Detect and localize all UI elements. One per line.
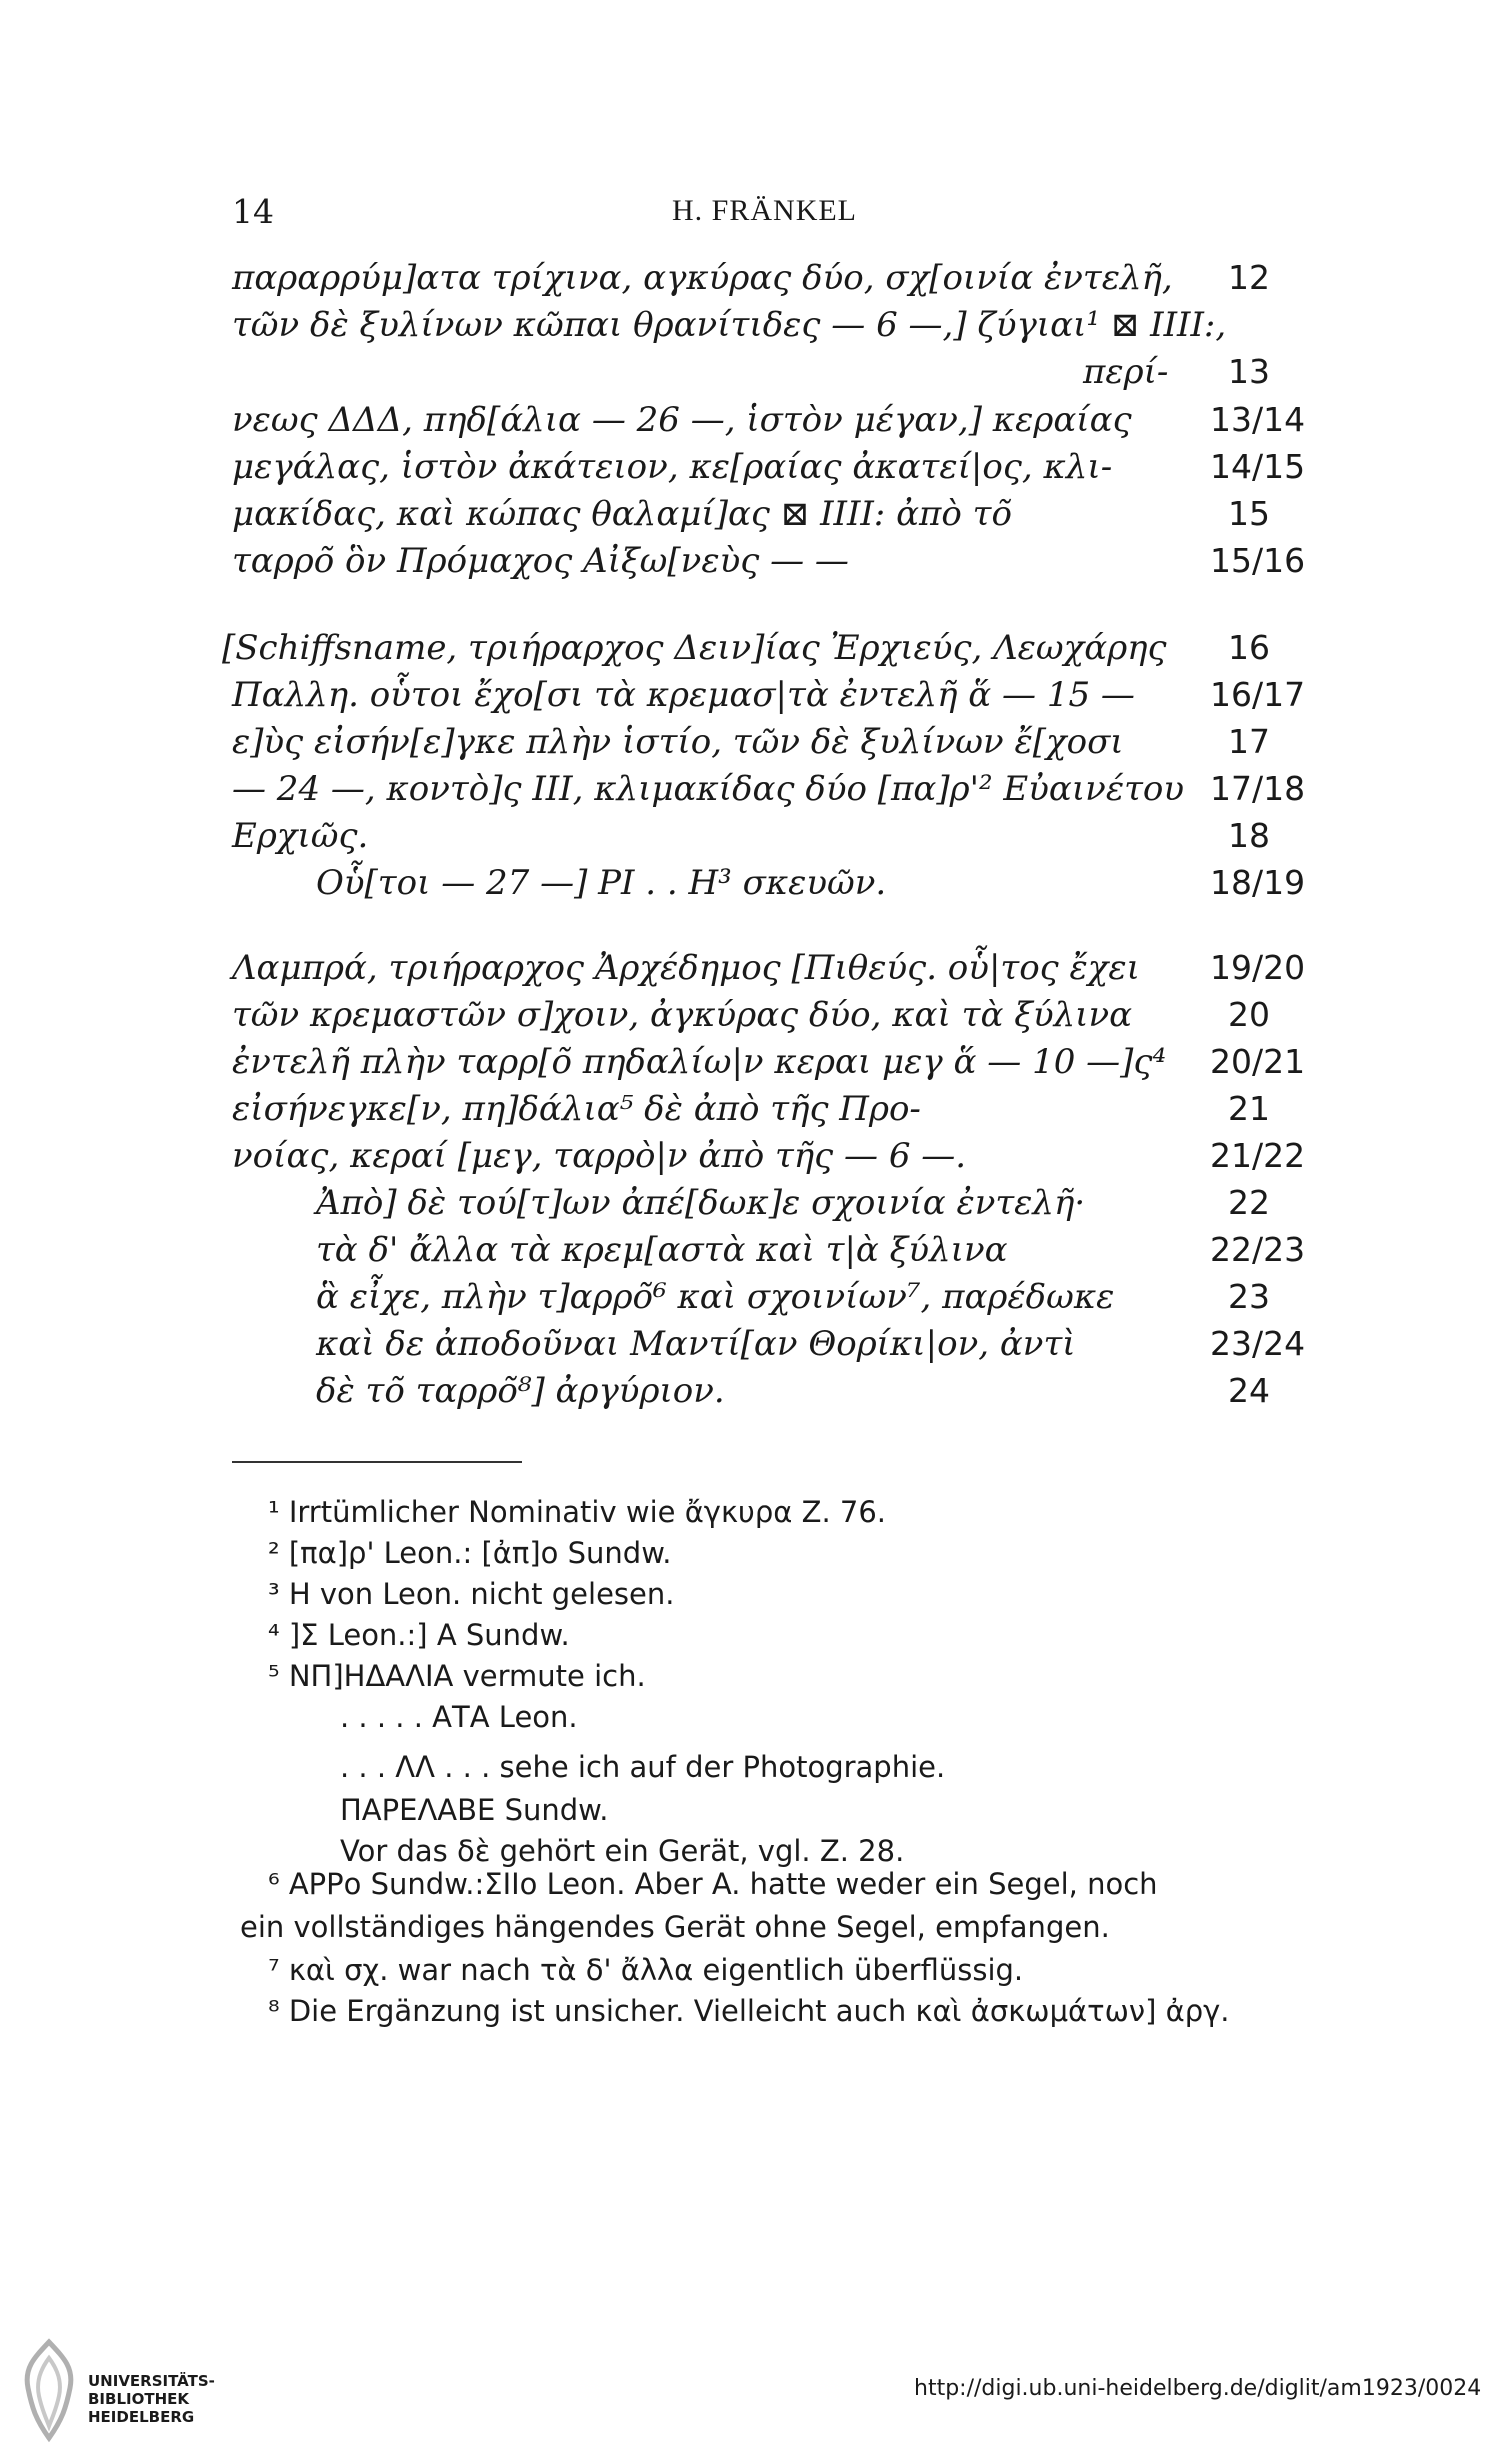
line-number: 16/17 (1210, 675, 1306, 714)
text-line: νεως ΔΔΔ, πηδ[άλια — 26 —, ἱστὸν μέγαν,] κεραίας (232, 400, 1132, 440)
text-line: μεγάλας, ἱστὸν ἀκάτειον, κε[ραίας ἀκατεί|ος, κλι- (232, 447, 1113, 487)
footnote: . . . . . ΑΤΑ Leon. (340, 1700, 578, 1734)
text-line: Ερχιῶς. (232, 816, 369, 856)
line-number: 16 (1228, 628, 1270, 667)
line-number: 13 (1228, 352, 1270, 391)
page-number: 14 (232, 192, 274, 231)
footnote: ⁴ ]Σ Leon.:] A Sundw. (268, 1618, 570, 1652)
library-name-line: BIBLIOTHEK (88, 2390, 189, 2408)
source-url-link[interactable]: http://digi.ub.uni-heidelberg.de/diglit/am1923/0024 (914, 2376, 1482, 2401)
line-number: 24 (1228, 1371, 1270, 1410)
footnote: ⁸ Die Ergänzung ist unsicher. Vielleicht auch καὶ ἀσκωμάτων] ἀργ. (268, 1994, 1230, 2028)
line-number: 21/22 (1210, 1136, 1306, 1175)
footnote-rule (232, 1461, 522, 1463)
footnote: . . . ΛΛ . . . sehe ich auf der Photographie. (340, 1750, 946, 1784)
text-line: παραρρύμ]ατα τρίχινα, αγκύρας δύο, σχ[οινία ἐντελῆ, (232, 258, 1173, 298)
text-line: τὰ δ' ἄλλα τὰ κρεμ[αστὰ καὶ τ|ὰ ξύλινα (316, 1230, 1008, 1270)
text-line: περί- (1083, 352, 1169, 392)
footnote: ⁷ καὶ σχ. war nach τὰ δ' ἄλλα eigentlich überflüssig. (268, 1953, 1024, 1987)
line-number: 20/21 (1210, 1042, 1306, 1081)
library-name (88, 2372, 215, 2426)
text-line: Παλλη. οὗτοι ἔχο[σι τὰ κρεμασ|τὰ ἐντελῆ ἅ — 15 — (232, 675, 1135, 715)
line-number: 17/18 (1210, 769, 1306, 808)
line-number: 15/16 (1210, 541, 1306, 580)
library-name-line: UNIVERSITÄTS- (88, 2372, 215, 2390)
text-line: ταρρõ ὃν Πρόμαχος Αἰξω[νεὺς — — (232, 541, 849, 581)
line-number: 18 (1228, 816, 1270, 855)
line-number: 19/20 (1210, 948, 1306, 987)
footnote: ¹ Irrtümlicher Nominativ wie ἄγκυρα Z. 76. (268, 1495, 887, 1529)
footnote: ² [πα]ρ' Leon.: [ἀπ]ο Sundw. (268, 1536, 672, 1570)
text-line: εἰσήνεγκε[ν, πη]δάλια⁵ δὲ ἀπὸ τῆς Προ- (232, 1089, 921, 1129)
line-number: 13/14 (1210, 400, 1306, 439)
text-line: — 24 —, κοντὸ]ς III, κλιμακίδας δύο [πα]ρ'² Εὐαινέτου (232, 769, 1185, 809)
line-number: 12 (1228, 258, 1270, 297)
text-line: καὶ δε ἀποδοῦναι Μαντί[αν Θορίκι|ον, ἀντὶ (316, 1324, 1076, 1364)
footnote: ein vollständiges hängendes Gerät ohne Segel, empfangen. (240, 1910, 1110, 1944)
running-title: H. FRÄNKEL (672, 194, 858, 227)
text-line: ἐντελῆ πλὴν ταρρ[õ πηδαλίω|ν κεραι μεγ ἅ — 10 —]ς⁴ (232, 1042, 1167, 1082)
line-number: 22 (1228, 1183, 1270, 1222)
text-line: Οὗ[τοι — 27 —] PI . . H³ σκευῶν. (316, 863, 887, 903)
line-number: 15 (1228, 494, 1270, 533)
line-number: 21 (1228, 1089, 1270, 1128)
text-line: τῶν κρεμαστῶν σ]χοιν, ἀγκύρας δύο, καὶ τὰ ξύλινα (232, 995, 1133, 1035)
line-number: 18/19 (1210, 863, 1306, 902)
line-number: 23 (1228, 1277, 1270, 1316)
text-line: μακίδας, καὶ κώπας θαλαμί]ας ⊠ IIII: ἀπὸ τõ (232, 494, 1012, 534)
text-line: δὲ τõ ταρρõ⁸] ἀργύριον. (316, 1371, 725, 1411)
footnote: ⁶ ΑΡΡο Sundw.:ΣΙΙο Leon. Aber A. hatte weder ein Segel, noch (268, 1867, 1158, 1901)
line-number: 14/15 (1210, 447, 1306, 486)
line-number: 20 (1228, 995, 1270, 1034)
footnote: Vor das δὲ gehört ein Gerät, vgl. Z. 28. (340, 1834, 905, 1868)
text-line: Ἀπὸ] δὲ τού[τ]ων ἀπέ[δωκ]ε σχοινία ἐντελῆ· (316, 1183, 1086, 1223)
text-line: ε]ὺς εἰσήν[ε]γκε πλὴν ἱστίο, τῶν δὲ ξυλίνων ἔ[χοσι (232, 722, 1124, 762)
text-line: Λαμπρά, τριήραρχος Ἀρχέδημος [Πιθεύς. οὗ|τος ἔχει (232, 948, 1140, 988)
text-line: ἃ εἶχε, πλὴν τ]αρρõ⁶ καὶ σχοινίων⁷, παρέδωκε (316, 1277, 1115, 1317)
text-line: τῶν δὲ ξυλίνων κῶπαι θρανίτιδες — 6 —,] ζύγιαι¹ ⊠ IIII:, (232, 305, 1227, 345)
line-number: 17 (1228, 722, 1270, 761)
footnote: ⁵ ΝΠ]ΗΔΑΛΙΑ vermute ich. (268, 1659, 646, 1693)
footnote: ΠΑΡΕΛΑΒΕ Sundw. (340, 1793, 609, 1827)
line-number: 23/24 (1210, 1324, 1306, 1363)
library-logo-icon (14, 2338, 84, 2444)
text-line: [Schiffsname, τριήραρχος Δειν]ίας Ἐρχιεύς, Λεωχάρης (222, 628, 1167, 668)
line-number: 22/23 (1210, 1230, 1306, 1269)
library-name-line: HEIDELBERG (88, 2408, 195, 2426)
text-line: νοίας, κεραί [μεγ, ταρρὸ|ν ἀπὸ τῆς — 6 —. (232, 1136, 967, 1176)
footnote: ³ H von Leon. nicht gelesen. (268, 1577, 675, 1611)
